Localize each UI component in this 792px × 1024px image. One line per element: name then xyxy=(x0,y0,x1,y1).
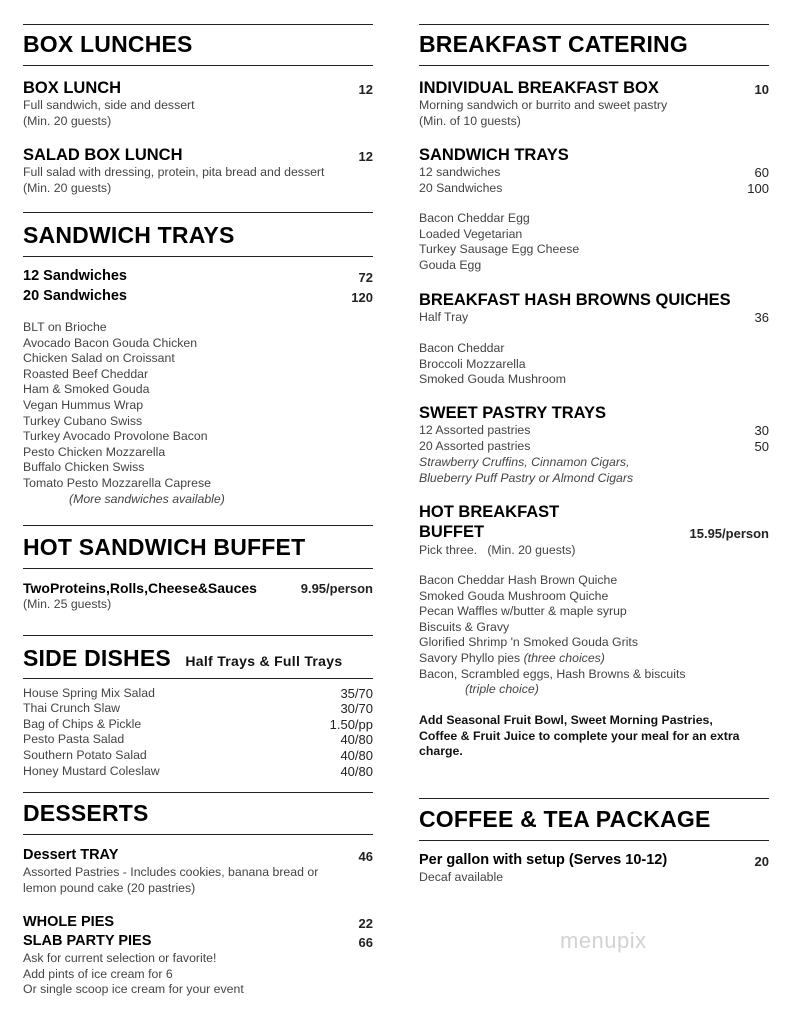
breakfast-sandwich-list xyxy=(419,211,579,273)
list-item: Biscuits & Gravy xyxy=(419,619,510,634)
option-price: 60 xyxy=(754,165,769,180)
note-line: Coffee & Fruit Juice to complete your meal for an extra xyxy=(419,728,740,743)
option-name: 20 Sandwiches xyxy=(419,181,503,195)
item-name: SALAD BOX LUNCH xyxy=(23,146,183,164)
section-divider xyxy=(23,568,373,569)
tray-option xyxy=(419,181,769,195)
desc-line: Ask for current selection or favorite! xyxy=(23,951,217,965)
desc-line: Morning sandwich or burrito and sweet pastry xyxy=(419,98,668,112)
side-dish-price: 1.50/pp xyxy=(329,717,373,732)
tray-option xyxy=(23,288,373,304)
item-price: 36 xyxy=(754,310,769,325)
pastry-list xyxy=(419,455,633,486)
list-item: Smoked Gouda Mushroom Quiche xyxy=(419,588,609,603)
side-dish-name: Honey Mustard Coleslaw xyxy=(23,764,160,778)
menu-item-breakfast-box xyxy=(419,79,769,98)
item-name: BUFFET xyxy=(419,523,485,541)
item-name: Per gallon with setup (Serves 10-12) xyxy=(419,852,668,868)
list-item: Bacon Cheddar Hash Brown Quiche xyxy=(419,573,618,587)
list-item: Roasted Beef Cheddar xyxy=(23,366,149,381)
breakfast-sandwich-trays-title: SANDWICH TRAYS xyxy=(419,146,569,164)
combo-note: (triple choice) xyxy=(465,682,539,697)
item-name: WHOLE PIES xyxy=(23,914,115,930)
side-dish-name: Southern Potato Salad xyxy=(23,748,147,762)
item-price: 15.95/person xyxy=(689,526,769,541)
more-note: (More sandwiches available) xyxy=(69,491,225,506)
item-description xyxy=(23,98,195,129)
hot-breakfast-title-line1: HOT BREAKFAST xyxy=(419,503,560,521)
item-name: SLAB PARTY PIES xyxy=(23,933,152,949)
list-item: Ham & Smoked Gouda xyxy=(23,382,150,397)
phyllo-note: (three choices) xyxy=(523,650,605,665)
option-price: 100 xyxy=(747,181,769,196)
menu-item-box-lunch xyxy=(23,79,373,98)
desc-line: Full salad with dressing, protein, pita bread and dessert xyxy=(23,165,325,179)
option-name: 12 Sandwiches xyxy=(23,268,127,284)
list-item: BLT on Brioche xyxy=(23,320,107,334)
list-item xyxy=(419,651,686,667)
side-dish-price: 40/80 xyxy=(340,764,373,779)
coffee-title: COFFEE & TEA PACKAGE xyxy=(419,806,711,832)
item-price: 9.95/person xyxy=(300,581,373,596)
side-dish-name: Bag of Chips & Pickle xyxy=(23,717,142,731)
list-item: Turkey Sausage Egg Cheese xyxy=(419,242,580,257)
box-lunches-title: BOX LUNCHES xyxy=(23,31,193,57)
item-description xyxy=(419,98,667,129)
section-divider xyxy=(23,65,373,66)
list-item: Pecan Waffles w/butter & maple syrup xyxy=(419,604,627,619)
side-dishes-heading xyxy=(23,645,342,672)
list-item: Gouda Egg xyxy=(419,257,482,272)
list-item: Bacon Cheddar xyxy=(419,341,505,355)
item-name: BOX LUNCH xyxy=(23,79,122,97)
pastry-option xyxy=(419,439,769,453)
section-divider xyxy=(23,525,373,526)
item-price: 20 xyxy=(754,854,769,869)
list-item: Pesto Chicken Mozzarella xyxy=(23,444,166,459)
addon-note xyxy=(419,713,769,760)
side-dish-row xyxy=(23,717,373,731)
note-line: charge. xyxy=(419,744,463,759)
menu-item-dessert-tray xyxy=(23,847,373,863)
list-item: Broccoli Mozzarella xyxy=(419,356,526,371)
hot-breakfast-list xyxy=(419,573,686,698)
side-dish-row xyxy=(23,748,373,762)
item-description: Pick three. (Min. 20 guests) xyxy=(419,543,576,557)
section-divider xyxy=(23,635,373,636)
side-dish-name: Thai Crunch Slaw xyxy=(23,701,121,715)
side-dish-price: 35/70 xyxy=(340,686,373,701)
item-name: INDIVIDUAL BREAKFAST BOX xyxy=(419,79,659,97)
phyllo-text: Savory Phyllo pies xyxy=(419,650,521,665)
desc-line: lemon pound cake (20 pastries) xyxy=(23,880,196,895)
tray-option xyxy=(23,268,373,284)
side-dish-row xyxy=(23,686,373,700)
list-item: Bacon Cheddar Egg xyxy=(419,211,530,225)
desserts-title: DESSERTS xyxy=(23,800,149,826)
side-dish-row xyxy=(23,732,373,746)
hot-breakfast-title-line2 xyxy=(419,523,769,542)
pastry-option xyxy=(419,423,769,437)
list-item: Turkey Avocado Provolone Bacon xyxy=(23,429,208,444)
quiche-title: BREAKFAST HASH BROWNS QUICHES xyxy=(419,291,731,309)
section-divider xyxy=(419,65,769,66)
side-dish-name: House Spring Mix Salad xyxy=(23,686,155,700)
menu-item-salad-box-lunch xyxy=(23,146,373,165)
item-price: 46 xyxy=(358,849,373,864)
pastry-title: SWEET PASTRY TRAYS xyxy=(419,404,607,422)
list-item: Bacon, Scrambled eggs, Hash Browns & biscuits xyxy=(419,666,686,681)
breakfast-title: BREAKFAST CATERING xyxy=(419,31,688,57)
side-dishes-title: SIDE DISHES xyxy=(23,645,171,671)
section-divider xyxy=(23,834,373,835)
note-line: Add Seasonal Fruit Bowl, Sweet Morning Pastries, xyxy=(419,713,713,727)
quiche-list xyxy=(419,341,566,388)
item-description xyxy=(23,165,324,196)
option-price: 50 xyxy=(754,439,769,454)
section-divider xyxy=(23,256,373,257)
pie-notes xyxy=(23,951,244,998)
section-divider xyxy=(23,24,373,25)
side-dish-row xyxy=(23,701,373,715)
item-price: 22 xyxy=(358,916,373,931)
list-item: Chicken Salad on Croissant xyxy=(23,351,175,366)
side-dishes-subtitle: Half Trays & Full Trays xyxy=(185,653,343,669)
item-description: Decaf available xyxy=(419,870,504,884)
list-item: Turkey Cubano Swiss xyxy=(23,413,143,428)
quiche-size-row xyxy=(419,310,769,324)
option-name: 20 Assorted pastries xyxy=(419,439,531,453)
option-name: 20 Sandwiches xyxy=(23,288,127,304)
list-item: Buffalo Chicken Swiss xyxy=(23,460,145,475)
option-name: 12 Assorted pastries xyxy=(419,423,531,437)
option-price: 120 xyxy=(351,290,373,305)
side-dish-price: 30/70 xyxy=(340,701,373,716)
list-item: Blueberry Puff Pastry or Almond Cigars xyxy=(419,470,634,485)
side-dish-row xyxy=(23,764,373,778)
side-dish-price: 40/80 xyxy=(340,732,373,747)
item-name: Dessert TRAY xyxy=(23,847,119,863)
item-price: 10 xyxy=(754,82,769,97)
desc-line: (Min. 20 guests) xyxy=(23,180,112,195)
desc-line: Add pints of ice cream for 6 xyxy=(23,966,173,981)
menu-item-slab-pies xyxy=(23,933,373,949)
menu-item-whole-pies xyxy=(23,914,373,930)
size-label: Half Tray xyxy=(419,310,469,324)
desc-line: (Min. of 10 guests) xyxy=(419,113,521,128)
section-divider xyxy=(23,212,373,213)
section-divider xyxy=(23,678,373,679)
desc-line: Full sandwich, side and dessert xyxy=(23,98,195,112)
hot-sandwich-item xyxy=(23,580,373,596)
item-name: TwoProteins,Rolls,Cheese&Sauces xyxy=(23,580,257,596)
list-item: Glorified Shrimp 'n Smoked Gouda Grits xyxy=(419,635,638,650)
section-divider xyxy=(419,24,769,25)
list-item: Strawberry Cruffins, Cinnamon Cigars, xyxy=(419,455,630,469)
hot-sandwich-title: HOT SANDWICH BUFFET xyxy=(23,534,306,560)
sandwich-trays-title: SANDWICH TRAYS xyxy=(23,222,235,248)
item-price: 12 xyxy=(358,82,373,97)
section-divider xyxy=(419,840,769,841)
sandwich-list xyxy=(23,320,225,507)
option-price: 30 xyxy=(754,423,769,438)
desc-line: Or single scoop ice cream for your event xyxy=(23,982,244,997)
side-dish-price: 40/80 xyxy=(340,748,373,763)
option-name: 12 sandwiches xyxy=(419,165,501,179)
coffee-item xyxy=(419,852,769,868)
list-item: Vegan Hummus Wrap xyxy=(23,397,144,412)
desc-line: (Min. 20 guests) xyxy=(23,113,112,128)
list-item: Avocado Bacon Gouda Chicken xyxy=(23,335,198,350)
side-dish-name: Pesto Pasta Salad xyxy=(23,732,125,746)
list-item: Loaded Vegetarian xyxy=(419,226,523,241)
item-price: 12 xyxy=(358,149,373,164)
item-description xyxy=(23,865,318,896)
list-item: Tomato Pesto Mozzarella Caprese xyxy=(23,475,211,490)
list-item: Smoked Gouda Mushroom xyxy=(419,372,566,387)
watermark: menupix xyxy=(560,928,647,953)
tray-option xyxy=(419,165,769,179)
section-divider xyxy=(23,792,373,793)
option-price: 72 xyxy=(358,270,373,285)
item-price: 66 xyxy=(358,935,373,950)
desc-line: Assorted Pastries - Includes cookies, banana bread or xyxy=(23,865,319,879)
item-description: (Min. 25 guests) xyxy=(23,597,112,611)
section-divider xyxy=(419,798,769,799)
